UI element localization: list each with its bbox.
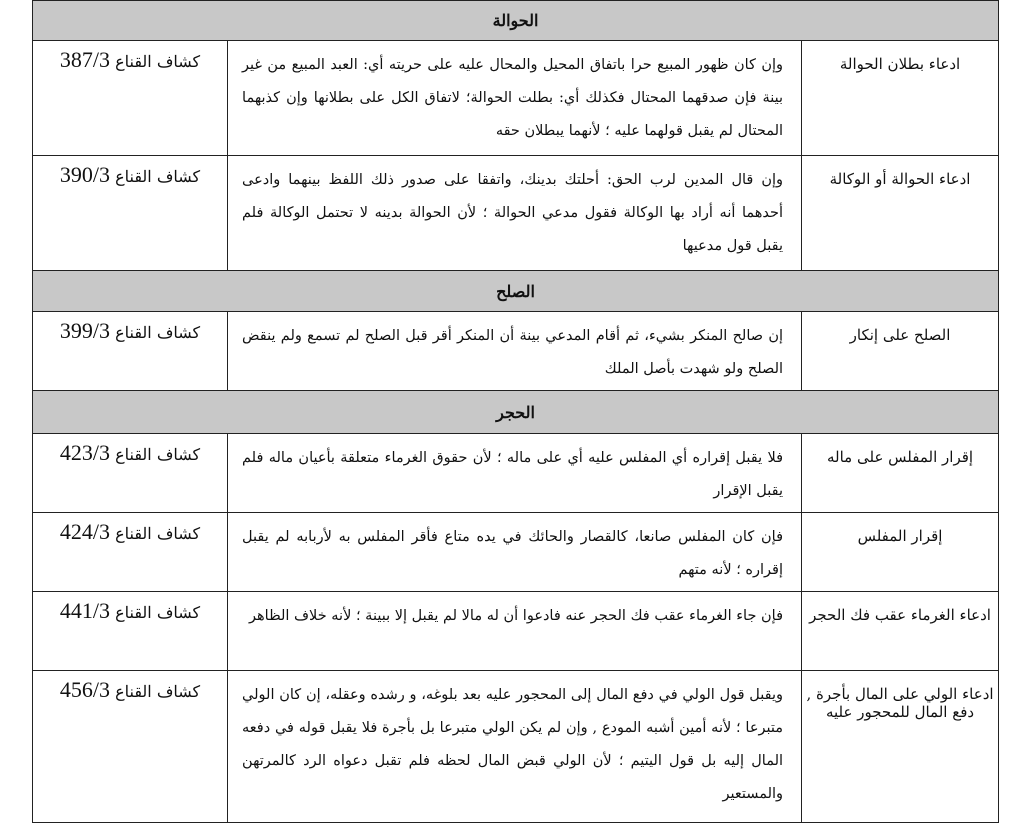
- row-topic: الصلح على إنكار: [802, 312, 999, 391]
- row-text-content: فإن جاء الغرماء عقب فك الحجر عنه فادعوا أن له مالا لم يقبل إلا ببينة ؛ لأنه خلاف الظاهر: [249, 608, 784, 624]
- row-reference: [33, 156, 228, 271]
- row-text-content: فإن كان المفلس صانعا، كالقصار والحائك في يده متاع فأقر المفلس به لأربابه لم يقبل إقراره ؛ لأنه متهم: [242, 529, 784, 578]
- row-text: [228, 671, 802, 823]
- reference-number: 424/3: [59, 519, 110, 544]
- reference-source: كشاف القناع: [115, 167, 201, 186]
- reference-number: 390/3: [59, 162, 110, 187]
- section-title: الحوالة: [33, 1, 999, 41]
- table-row: [33, 671, 999, 823]
- row-text: [228, 513, 802, 592]
- reference-number: 423/3: [59, 440, 110, 465]
- row-text-content: ويقبل قول الولي في دفع المال إلى المحجور عليه بعد بلوغه، و رشده وعقله، إن كان الولي متبرعا ؛ لأنه أمين أشبه المودع , وإن لم يكن الولي متبرعا بل بأجرة فلا يقبل قوله في دفعه المال إليه بل قول اليتيم ؛ لأن الولي قبض المال لحظه فلم تقبل دعواه الرد كالمرتهن والمستعير: [242, 687, 784, 802]
- reference-number: 456/3: [59, 677, 110, 702]
- reference-source: كشاف القناع: [115, 524, 201, 543]
- row-text-content: وإن قال المدين لرب الحق: أحلتك بدينك، واتفقا على صدور ذلك اللفظ بينهما وادعى أحدهما أنه أراد بها الوكالة فقول مدعي الحوالة ؛ لأن الحوالة بدينه لا تحتمل الوكالة فلم يقبل قول مدعيها: [242, 172, 784, 254]
- section-header-hajr: [33, 391, 999, 434]
- row-topic: إقرار المفلس: [802, 513, 999, 592]
- table-row: [33, 513, 999, 592]
- reference-number: 441/3: [59, 598, 110, 623]
- section-title: الحجر: [33, 391, 999, 434]
- row-text: [228, 434, 802, 513]
- row-reference: [33, 592, 228, 671]
- reference-source: كشاف القناع: [115, 323, 201, 342]
- row-text-content: وإن كان ظهور المبيع حرا باتفاق المحيل والمحال عليه على حريته أي: العبد المبيع من غير بينة فإن صدقهما المحتال فكذلك أي: بطلت الحوالة؛ لاتفاق الكل على بطلانها وإن كذبهما المحتال لم يقبل قولهما عليه ؛ لأنهما يبطلان حقه: [242, 57, 784, 139]
- reference-number: 387/3: [59, 47, 110, 72]
- row-topic: ادعاء الغرماء عقب فك الحجر: [802, 592, 999, 671]
- row-reference: [33, 41, 228, 156]
- row-text: [228, 156, 802, 271]
- row-reference: [33, 312, 228, 391]
- table-row: [33, 156, 999, 271]
- rulings-table: [32, 0, 999, 823]
- row-topic: ادعاء الحوالة أو الوكالة: [802, 156, 999, 271]
- row-reference: [33, 434, 228, 513]
- table-row: [33, 312, 999, 391]
- section-title: الصلح: [33, 271, 999, 312]
- section-header-sulh: [33, 271, 999, 312]
- row-text: [228, 592, 802, 671]
- reference-source: كشاف القناع: [115, 52, 201, 71]
- row-topic: ادعاء الولي على المال بأجرة , دفع المال للمحجور عليه: [802, 671, 999, 823]
- reference-source: كشاف القناع: [115, 682, 201, 701]
- table-row: [33, 434, 999, 513]
- section-header-hawala: [33, 1, 999, 41]
- table-row: [33, 592, 999, 671]
- row-reference: [33, 671, 228, 823]
- reference-source: كشاف القناع: [115, 603, 201, 622]
- table-row: [33, 41, 999, 156]
- row-text-content: فلا يقبل إقراره أي المفلس عليه أي على ماله ؛ لأن حقوق الغرماء متعلقة بأعيان ماله فلم يقبل الإقرار: [242, 450, 784, 499]
- row-reference: [33, 513, 228, 592]
- row-topic: ادعاء بطلان الحوالة: [802, 41, 999, 156]
- row-text-content: إن صالح المنكر بشيء، ثم أقام المدعي بينة أن المنكر أقر قبل الصلح لم تسمع ولم ينقض الصلح ولو شهدت بأصل الملك: [242, 328, 784, 377]
- row-text: [228, 41, 802, 156]
- row-text: [228, 312, 802, 391]
- reference-source: كشاف القناع: [115, 445, 201, 464]
- row-topic: إقرار المفلس على ماله: [802, 434, 999, 513]
- reference-number: 399/3: [59, 318, 110, 343]
